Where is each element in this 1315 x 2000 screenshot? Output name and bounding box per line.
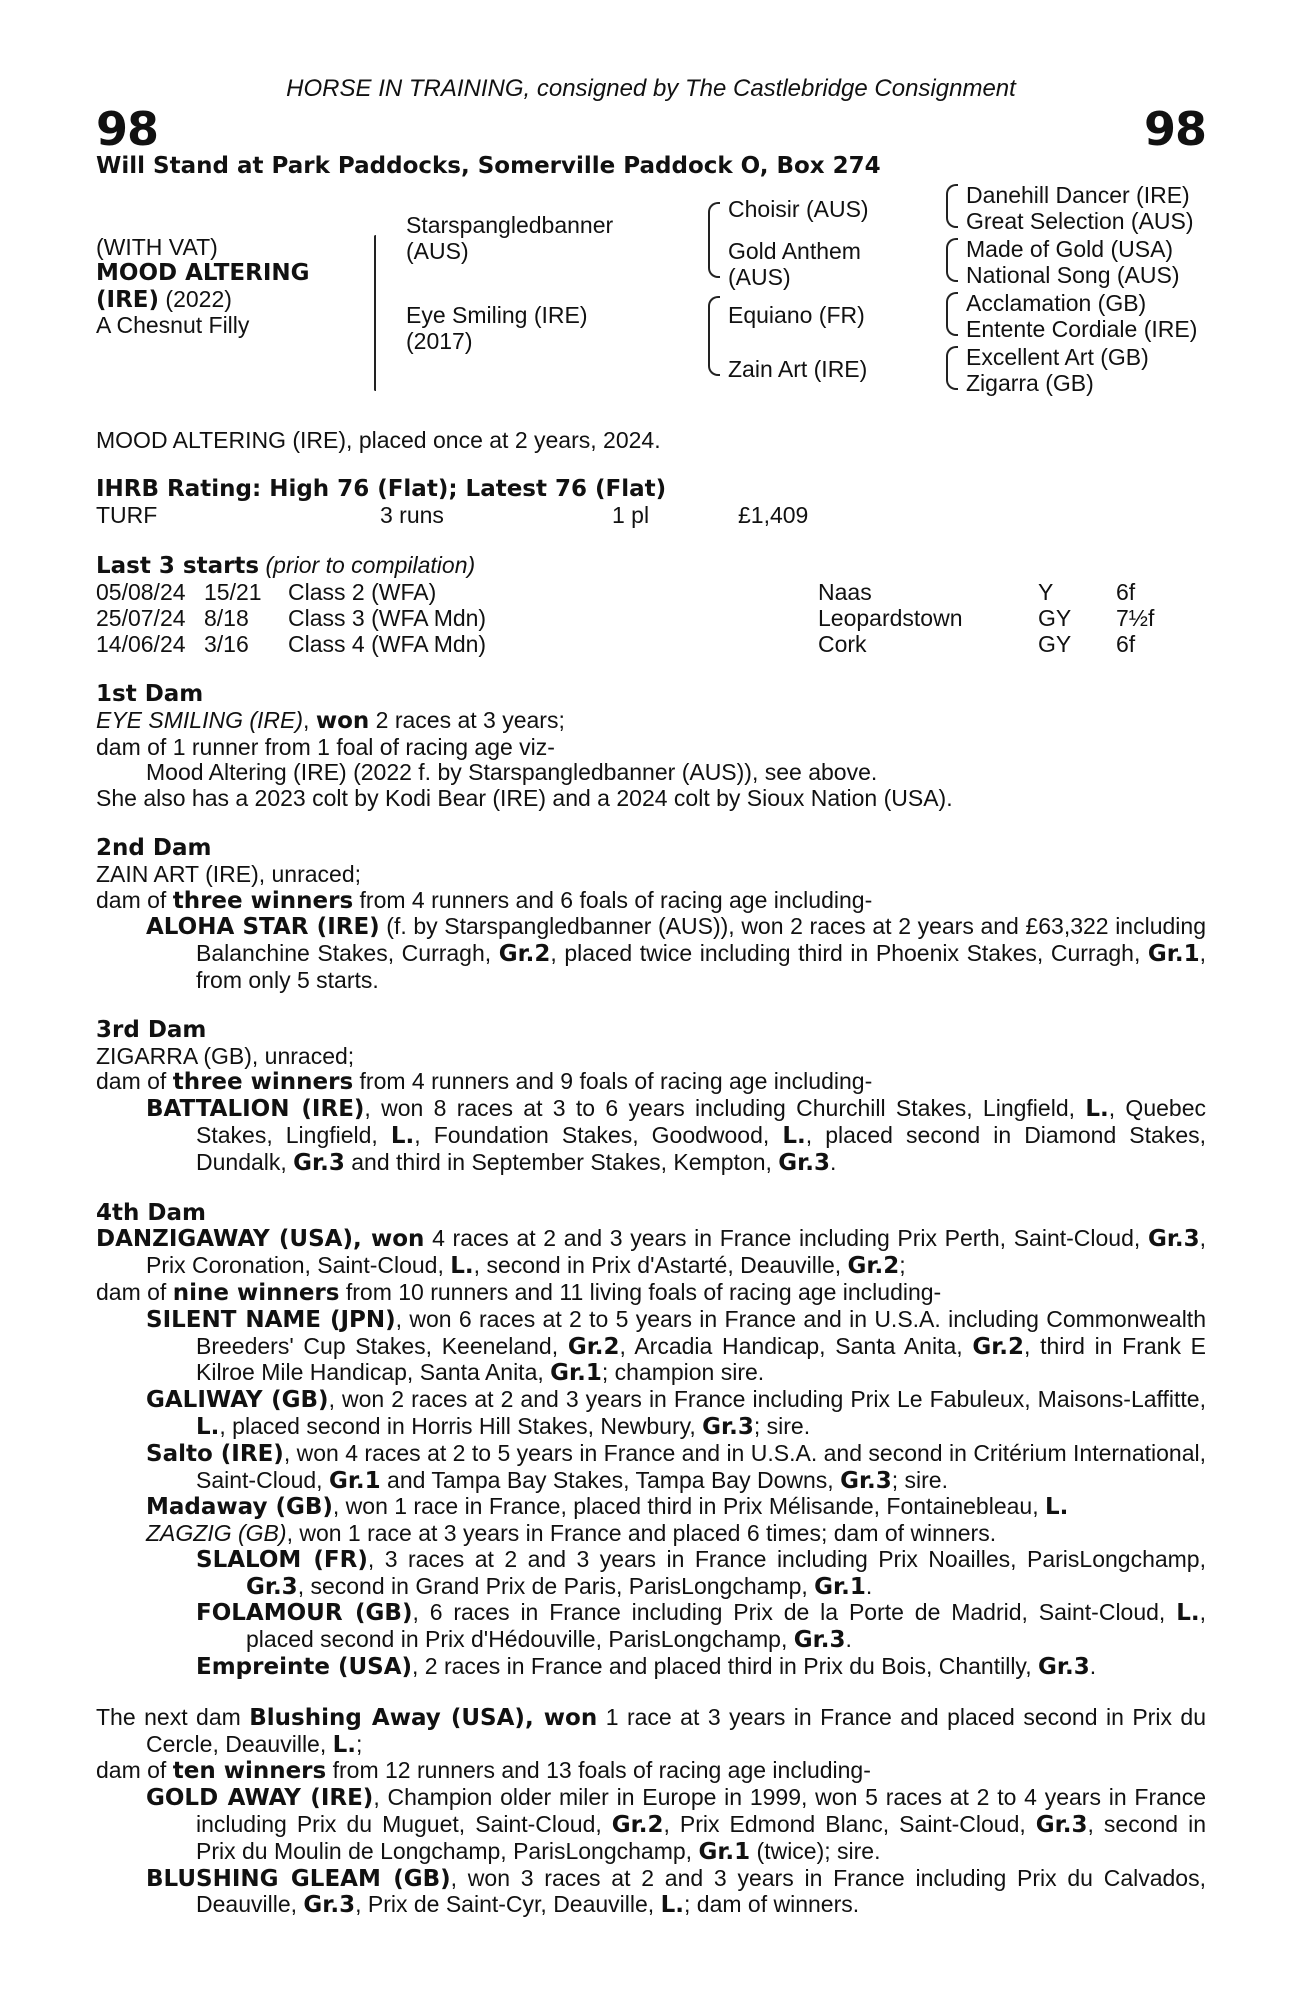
brace-dam-upper — [708, 296, 720, 338]
rating-title: IHRB Rating: High 76 (Flat); Latest 76 (Flat) — [96, 476, 667, 503]
horse-description: A Chesnut Filly — [96, 311, 250, 338]
start-row — [96, 606, 1206, 632]
dam4-produce-4: Madaway (GB), won 1 race in France, placed third in Prix Mélisande, Fontainebleau, L. — [146, 1493, 1069, 1521]
lot-number-left: 98 — [96, 101, 159, 156]
dam2-title: 2nd Dam — [96, 834, 212, 861]
sire-country: (AUS) — [406, 237, 469, 264]
dam3-line2: dam of three winners from 4 runners and 9 foals of racing age including- — [96, 1068, 873, 1096]
dam1-line2: dam of 1 runner from 1 foal of racing age viz- — [96, 733, 555, 760]
rating-earnings: £1,409 — [738, 502, 809, 529]
sd-sire: Made of Gold (USA) — [966, 235, 1174, 262]
start-class: Class 3 (WFA Mdn) — [288, 604, 487, 631]
nextdam-line2: dam of ten winners from 12 runners and 13 foals of racing age including- — [96, 1757, 871, 1785]
start-going: GY — [1038, 630, 1072, 657]
consignment-line: HORSE IN TRAINING, consigned by The Castlebridge Consignment — [286, 75, 1016, 102]
brace-g2 — [946, 206, 958, 228]
dam2-produce: ALOHA STAR (IRE) (f. by Starspangledbanner (AUS)), won 2 races at 2 years and £63,322 including Balanchine Stakes, Curragh, Gr.2, placed twice including third in Phoenix Stakes, Curragh, Gr.1, from only 5 starts. — [146, 913, 1206, 993]
start-dist: 6f — [1116, 630, 1136, 657]
start-course: Leopardstown — [818, 604, 963, 631]
stand-location: Will Stand at Park Paddocks, Somerville Paddock O, Box 274 — [96, 152, 881, 179]
nextdam-produce-1: GOLD AWAY (IRE), Champion older miler in Europe in 1999, won 5 races at 2 to 4 years in France including Prix du Muguet, Saint-Cloud, Gr.2, Prix Edmond Blanc, Saint-Cloud, Gr.3, second in Prix du Moulin de Longchamp, ParisLongchamp, Gr.1 (twice); sire. — [146, 1784, 1206, 1865]
catalogue-page — [96, 76, 1206, 1919]
dam4-produce-2: GALIWAY (GB), won 2 races at 2 and 3 years in France including Prix Le Fabuleux, Maisons-Laffitte, L., placed second in Horris Hill Stakes, Newbury, Gr.3; sire. — [146, 1386, 1206, 1440]
dam4-grandproduce-1: SLALOM (FR), 3 races at 2 and 3 years in France including Prix Noailles, ParisLongchamp, Gr.3, second in Grand Prix de Paris, ParisLongchamp, Gr.1. — [196, 1545, 1206, 1600]
brace-g6 — [946, 314, 958, 336]
dam1-line4: She also has a 2023 colt by Kodi Bear (IRE) and a 2024 colt by Sioux Nation (USA). — [96, 785, 953, 812]
dam4-grandproduce-2: FOLAMOUR (GB), 6 races in France including Prix de la Porte de Madrid, Saint-Cloud, L., placed second in Prix d'Hédouville, ParisLongchamp, Gr.3. — [196, 1599, 1206, 1654]
brace-g8 — [946, 368, 958, 390]
starts-table — [96, 580, 1206, 658]
start-pos: 3/16 — [204, 630, 249, 657]
start-date: 25/07/24 — [96, 604, 186, 631]
ss-dam: Great Selection (AUS) — [966, 207, 1194, 234]
sire-name: Starspangledbanner — [406, 211, 614, 238]
brace-g3 — [946, 238, 958, 262]
dam1-title: 1st Dam — [96, 680, 204, 707]
rating-row — [96, 503, 1206, 529]
brace-sire-lower — [708, 240, 720, 278]
dam4-line2: dam of nine winners from 10 runners and 11 living foals of racing age including- — [96, 1278, 942, 1306]
dd-sire: Excellent Art (GB) — [966, 343, 1149, 370]
start-going: Y — [1038, 578, 1054, 605]
start-row — [96, 632, 1206, 658]
sire-dam-country: (AUS) — [728, 263, 791, 290]
rating-surface: TURF — [96, 502, 158, 529]
nextdam-produce-2: BLUSHING GLEAM (GB), won 3 races at 2 and 3 years in France including Prix du Calvados, Deauville, Gr.3, Prix de Saint-Cyr, Deauville, L.; dam of winners. — [146, 1864, 1206, 1919]
rating-placed: 1 pl — [612, 502, 650, 529]
dam4-produce-1: SILENT NAME (JPN), won 6 races at 2 to 5 years in France and in U.S.A. including Commonwealth Breeders' Cup Stakes, Keeneland, Gr.2, Arcadia Handicap, Santa Anita, Gr.2, third in Frank E Kilroe Mile Handicap, Santa Anita, Gr.1; champion sire. — [146, 1305, 1207, 1387]
dam4-line1: DANZIGAWAY (USA), won 4 races at 2 and 3 years in France including Prix Perth, Saint-Cloud, Gr.3, Prix Coronation, Saint-Cloud, L., second in Prix d'Astarté, Deauville, Gr.2; — [96, 1225, 1207, 1280]
dam1-line1: EYE SMILING (IRE), won 2 races at 3 years; — [96, 706, 565, 734]
brace-dam-lower — [708, 336, 720, 376]
nextdam-line1: The next dam Blushing Away (USA), won 1 race at 3 years in France and placed second in Prix du Cercle, Deauville, L.; — [96, 1703, 1207, 1758]
brace-g7 — [946, 346, 958, 370]
start-row — [96, 580, 1206, 606]
start-class: Class 4 (WFA Mdn) — [288, 630, 487, 657]
sire-sire: Choisir (AUS) — [728, 195, 869, 222]
horse-name: MOOD ALTERING — [96, 259, 310, 286]
dam-dam: Zain Art (IRE) — [728, 355, 868, 382]
brace-sire-upper — [708, 202, 720, 242]
rating-runs: 3 runs — [380, 502, 444, 529]
start-course: Naas — [818, 578, 872, 605]
ds-sire: Acclamation (GB) — [966, 289, 1147, 316]
dam-year: (2017) — [406, 327, 473, 354]
start-course: Cork — [818, 630, 867, 657]
start-date: 14/06/24 — [96, 630, 186, 657]
sd-dam: National Song (AUS) — [966, 261, 1180, 288]
ss-sire: Danehill Dancer (IRE) — [966, 181, 1190, 208]
dam-sire: Equiano (FR) — [728, 301, 865, 328]
dam3-produce: BATTALION (IRE), won 8 races at 3 to 6 years including Churchill Stakes, Lingfield, L., Quebec Stakes, Lingfield, L., Foundation Stakes, Goodwood, L., placed second in Diamond Stakes, Dundalk, Gr.3 and third in September Stakes, Kempton, Gr.3. — [146, 1095, 1206, 1176]
pedigree-table — [96, 180, 1206, 412]
start-pos: 8/18 — [204, 604, 249, 631]
brace-g1 — [946, 184, 958, 208]
starts-title: Last 3 starts (prior to compilation) — [96, 552, 476, 580]
dam2-line1: ZAIN ART (IRE), unraced; — [96, 860, 362, 887]
start-pos: 15/21 — [204, 578, 262, 605]
dd-dam: Zigarra (GB) — [966, 369, 1094, 396]
start-class: Class 2 (WFA) — [288, 578, 437, 605]
start-dist: 6f — [1116, 578, 1136, 605]
dam4-title: 4th Dam — [96, 1199, 206, 1226]
dam4-produce-5: ZAGZIG (GB), won 1 race at 3 years in France and placed 6 times; dam of winners. — [146, 1520, 997, 1547]
ds-dam: Entente Cordiale (IRE) — [966, 315, 1198, 342]
start-dist: 7½f — [1116, 604, 1155, 631]
race-summary: MOOD ALTERING (IRE), placed once at 2 years, 2024. — [96, 426, 661, 453]
start-going: GY — [1038, 604, 1072, 631]
pedigree-brace — [374, 235, 376, 391]
horse-country-year: (IRE) (2022) — [96, 285, 232, 313]
dam4-grandproduce-3: Empreinte (USA), 2 races in France and placed third in Prix du Bois, Chantilly, Gr.3. — [196, 1653, 1097, 1681]
dam-name: Eye Smiling (IRE) — [406, 301, 588, 328]
dam2-line2: dam of three winners from 4 runners and 6 foals of racing age including- — [96, 886, 873, 914]
lot-number-right: 98 — [1143, 101, 1206, 156]
sire-dam-name: Gold Anthem — [728, 237, 861, 264]
dam1-line3: Mood Altering (IRE) (2022 f. by Starspangledbanner (AUS)), see above. — [146, 759, 878, 786]
lot-heading — [96, 101, 1206, 156]
brace-g4 — [946, 260, 958, 282]
dam4-produce-3: Salto (IRE), won 4 races at 2 to 5 years in France and in U.S.A. and second in Critérium International, Saint-Cloud, Gr.1 and Tampa Bay Stakes, Tampa Bay Downs, Gr.3; sire. — [146, 1439, 1206, 1494]
start-date: 05/08/24 — [96, 578, 186, 605]
dam3-title: 3rd Dam — [96, 1016, 207, 1043]
brace-g5 — [946, 292, 958, 316]
vat-note: (WITH VAT) — [96, 233, 218, 260]
dam3-line1: ZIGARRA (GB), unraced; — [96, 1042, 355, 1069]
